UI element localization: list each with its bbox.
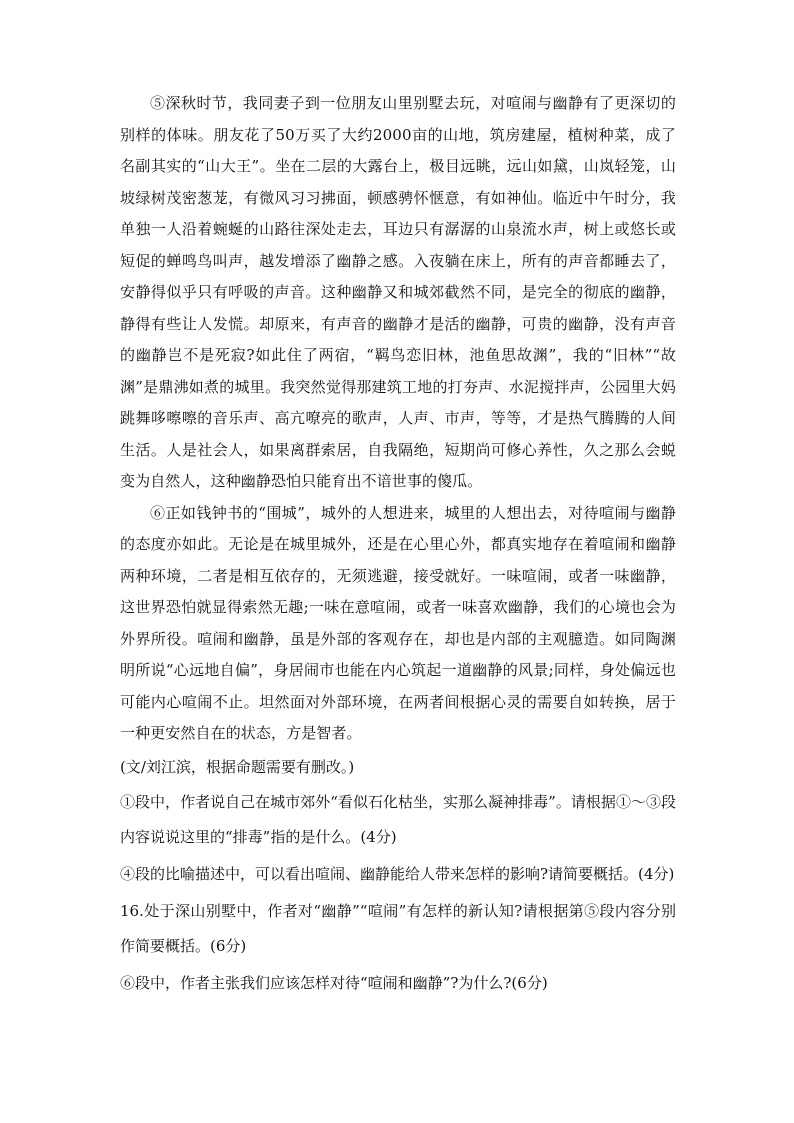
document-content xyxy=(120,88,676,1001)
question-item: ④段的比喻描述中，可以看出喧闹、幽静能给人带来怎样的影响?请简要概括。(4分) xyxy=(120,865,675,883)
question-item: ⑥段中，作者主张我们应该怎样对待“喧闹和幽静”?为什么?(6分) xyxy=(120,974,548,992)
article-paragraph-5: ⑤深秋时节，我同妻子到一位朋友山里别墅去玩，对喧闹与幽静有了更深切的别样的体味。朋友花了50万买了大约2000亩的山地，筑房建屋，植树种菜，成了名副其实的“山大王”。坐在二层的大露台上，极目远眺，远山如黛，山岚轻笼，山坡绿树茂密葱茏，有微风习习拂面，顿感骋怀惬意，有如神仙。临近中午时分，我单独一人沿着蜿蜒的山路往深处走去，耳边只有潺潺的山泉流水声，树上或悠长或短促的蝉鸣鸟叫声，越发增添了幽静之感。入夜躺在床上，所有的声音都睡去了，安静得似乎只有呼吸的声音。这种幽静又和城郊截然不同，是完全的彻底的幽静，静得有些让人发慌。却原来，有声音的幽静才是活的幽静，可贵的幽静，没有声音的幽静岂不是死寂?如此住了两宿，“羁鸟恋旧林，池鱼思故渊”，我的“旧林”“故渊”是鼎沸如煮的城里。我突然觉得那建筑工地的打夯声、水泥搅拌声，公园里大妈跳舞哆嚓嚓的音乐声、高亢嘹亮的歌声，人声、市声，等等，才是热气腾腾的人间生活。人是社会人，如果离群索居，自我隔绝，短期尚可修心养性，久之那么会蜕变为自然人，这种幽静恐怕只能育出不谙世事的傻瓜。 xyxy=(120,94,676,490)
question-item: ①段中，作者说自己在城市郊外“看似石化枯坐，实那么凝神排毒”。请根据①～③段内容说说这里的“排毒”指的是什么。(4分) xyxy=(120,793,676,846)
article-paragraph-6: ⑥正如钱钟书的“围城”，城外的人想进来，城里的人想出去，对待喧闹与幽静的态度亦如此。无论是在城里城外，还是在心里心外，都真实地存在着喧闹和幽静两种环境，二者是相互依存的，无须逃避，接受就好。一味喧闹，或者一味幽静，这世界恐怕就显得索然无趣;一味在意喧闹，或者一味喜欢幽静，我们的心境也会为外界所役。喧闹和幽静，虽是外部的客观存在，却也是内部的主观臆造。如同陶渊明所说“心远地自偏”，身居闹市也能在内心筑起一道幽静的风景;同样，身处偏远也可能内心喧闹不止。坦然面对外部环境，在两者间根据心灵的需要自如转换，居于一种更安然自在的状态，方是智者。 xyxy=(120,503,676,742)
question-item: 16.处于深山别墅中，作者对“幽静”“喧闹”有怎样的新认知?请根据第⑤段内容分别作简要概括。(6分) xyxy=(120,902,676,955)
source-note: (文/刘江滨，根据命题需要有删改。) xyxy=(120,757,355,776)
